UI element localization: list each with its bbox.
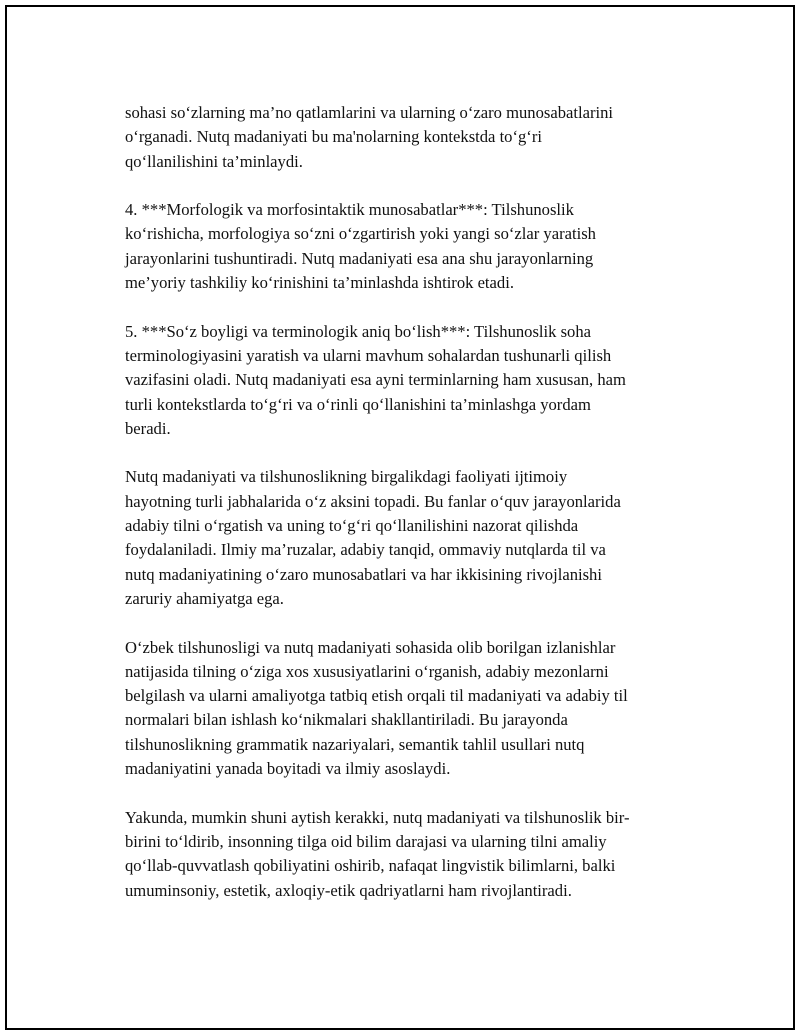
paragraph-vocabulary	[125, 320, 685, 441]
text-line: hayotning turli jabhalarida o‘z aksini topadi. Bu fanlar o‘quv jarayonlarida	[125, 491, 621, 511]
text-line: vazifasini oladi. Nutq madaniyati esa ayni terminlarning ham xususan, ham	[125, 370, 626, 390]
text-line: umuminsoniy, estetik, axloqiy-etik qadriyatlarni ham rivojlantiradi.	[125, 880, 572, 900]
text-line: natijasida tilning o‘ziga xos xususiyatlarini o‘rganish, adabiy mezonlarni	[125, 661, 609, 681]
text-line: me’yoriy tashkiliy ko‘rinishini ta’minlashda ishtirok etadi.	[125, 273, 514, 293]
paragraph-semantics-continuation	[125, 101, 685, 174]
text-line: O‘zbek tilshunosligi va nutq madaniyati sohasida olib borilgan izlanishlar	[125, 637, 616, 657]
text-line: beradi.	[125, 418, 171, 438]
text-line: tilshunoslikning grammatik nazariyalari, semantik tahlil usullari nutq	[125, 734, 585, 754]
text-line: qo‘llab-quvvatlash qobiliyatini oshirib, nafaqat lingvistik bilimlarni, balki	[125, 856, 616, 876]
text-line: jarayonlarini tushuntiradi. Nutq madaniyati esa ana shu jarayonlarning	[125, 248, 594, 268]
text-line: adabiy tilni o‘rgatish va uning to‘g‘ri qo‘llanilishini nazorat qilishda	[125, 516, 579, 536]
text-line: birini to‘ldirib, insonning tilga oid bilim darajasi va ularning tilni amaliy	[125, 831, 607, 851]
paragraph-conclusion	[125, 806, 685, 903]
text-line: normalari bilan ishlash ko‘nikmalari shakllantiriladi. Bu jarayonda	[125, 710, 568, 730]
text-line: zaruriy ahamiyatga ega.	[125, 588, 284, 608]
text-line: 4. ***Morfologik va morfosintaktik munosabatlar***: Tilshunoslik	[125, 200, 574, 220]
text-line: madaniyatini yanada boyitadi va ilmiy asoslaydi.	[125, 759, 451, 779]
document-body	[125, 101, 685, 927]
text-line: Yakunda, mumkin shuni aytish kerakki, nutq madaniyati va tilshunoslik bir-	[125, 807, 630, 827]
paragraph-social-activity	[125, 465, 685, 611]
text-line: foydalaniladi. Ilmiy ma’ruzalar, adabiy tanqid, ommaviy nutqlarda til va	[125, 540, 606, 560]
paragraph-uzbek-linguistics	[125, 636, 685, 782]
text-line: 5. ***So‘z boyligi va terminologik aniq bo‘lish***: Tilshunoslik soha	[125, 321, 592, 341]
text-line: ko‘rishicha, morfologiya so‘zni o‘zgartirish yoki yangi so‘zlar yaratish	[125, 224, 596, 244]
text-line: o‘rganadi. Nutq madaniyati bu ma'nolarning kontekstda to‘g‘ri	[125, 127, 542, 147]
text-line: belgilash va ularni amaliyotga tatbiq etish orqali til madaniyati va adabiy til	[125, 686, 628, 706]
text-line: nutq madaniyatining o‘zaro munosabatlari va har ikkisining rivojlanishi	[125, 564, 602, 584]
text-line: sohasi so‘zlarning ma’no qatlamlarini va ularning o‘zaro munosabatlarini	[125, 103, 613, 122]
text-line: turli kontekstlarda to‘g‘ri va o‘rinli qo‘llanishini ta’minlashga yordam	[125, 394, 591, 414]
text-line: terminologiyasini yaratish va ularni mavhum sohalardan tushunarli qilish	[125, 345, 612, 365]
paragraph-morphology	[125, 198, 685, 295]
page-frame	[5, 5, 795, 1030]
text-line: Nutq madaniyati va tilshunoslikning birgalikdagi faoliyati ijtimoiy	[125, 467, 568, 487]
text-line: qo‘llanilishini ta’minlaydi.	[125, 151, 303, 171]
